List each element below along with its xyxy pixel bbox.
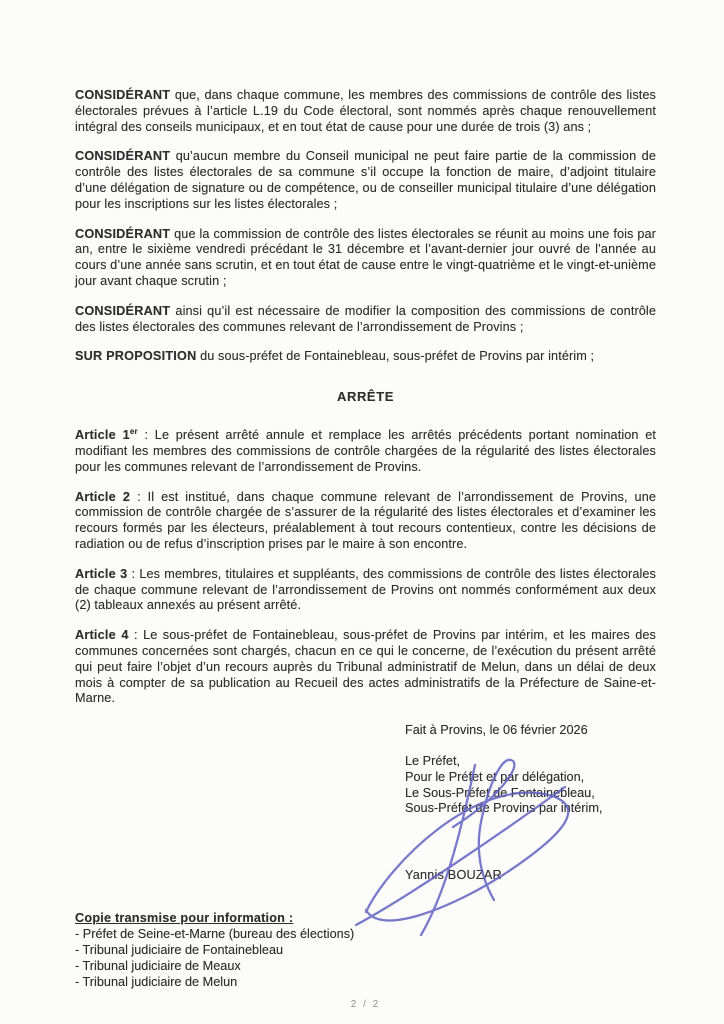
paragraph-sur-proposition: [75, 349, 656, 365]
article-3-lead: Article 3: [75, 566, 128, 581]
copy-distribution-header: Copie transmise pour information :: [75, 910, 294, 925]
copy-distribution: [75, 910, 656, 990]
copy-recipient: - Préfet de Seine-et-Marne (bureau des élections): [75, 926, 355, 941]
article-1-lead: Article 1: [75, 428, 130, 443]
arrete-heading: ARRÊTE: [336, 389, 395, 405]
article-4-text: : Le sous-préfet de Fontainebleau, sous-préfet de Provins par intérim, et les maires des communes concernées sont chargés, chacun en ce qui le concerne, de l’exécution du présent arrêté qui peut faire l’objet d’un recours auprès du Tribunal administratif de Melun, dans un délai de deux mois à compter de sa publication au Recueil des actes administratifs de la Préfecture de Saine-et-Marne.: [75, 628, 656, 706]
article-2-text: : Il est institué, dans chaque commune relevant de l’arrondissement de Provins, une commission de contrôle chargée de s’assurer de la régularité des listes électorales et d’examiner les recours formés par les électeurs, préalablement à tout recours contentieux, contre les décisions de radiation ou de refus d’inscription prises par le maire à son encontre.: [75, 489, 657, 551]
considerant-4-text: ainsi qu’il est nécessaire de modifier la composition des commissions de contrôle des listes électorales des communes relevant de l’arrondissement de Provins ;: [75, 303, 657, 334]
page-number: 2 / 2: [350, 998, 381, 1010]
paragraph-article-2: [75, 490, 656, 553]
sur-proposition-lead: SUR PROPOSITION: [75, 349, 197, 364]
paragraph-article-4: [75, 628, 656, 707]
paragraph-considerant-3: [75, 227, 656, 290]
signature-title-line: Pour le Préfet et par délégation,: [405, 769, 585, 784]
article-1-text: : Le présent arrêté annule et remplace les arrêtés précédents portant nomination et modifiant les membres des commissions de contrôle chargées de la régularité des listes électorales pour les communes relevant de l’arrondissement de Provins.: [75, 428, 657, 474]
article-3-text: : Les membres, titulaires et suppléants, des commissions de contrôle des listes électorales de chaque commune relevant de l’arrondissement de Provins ont nommés conformément aux deux (2) tableaux annexés au présent arrêté.: [75, 566, 657, 613]
paragraph-article-1: [75, 428, 656, 475]
sur-proposition-text: du sous-préfet de Fontainebleau, sous-préfet de Provins par intérim ;: [200, 349, 595, 364]
considerant-4-lead: CONSIDÉRANT: [75, 303, 171, 318]
considerant-2-text: qu’aucun membre du Conseil municipal ne peut faire partie de la commission de contrôle des listes électorales de sa commune s’il occupe la fonction de maire, d’adjoint titulaire d’une délégation de signature ou de compétence, ou de conseiller municipal titulaire d’une délégation pour les inscriptions sur les listes électorales ;: [75, 149, 656, 211]
considerant-1-text: que, dans chaque commune, les membres des commissions de contrôle des listes électorales prévues à l’article L.19 du Code électoral, sont nommés après chaque renouvellement intégral des conseils municipaux, et en tout état de cause pour une durée de trois (3) ans ;: [75, 88, 656, 134]
signature-title-line: Sous-Préfet de Provins par intérim,: [405, 801, 603, 816]
copy-recipient: - Tribunal judiciaire de Fontainebleau: [75, 942, 284, 957]
document-content: [75, 88, 656, 1010]
considerant-3-lead: CONSIDÉRANT: [75, 226, 171, 241]
signature-title-line: Le Préfet,: [405, 753, 461, 768]
paragraph-considerant-1: [75, 88, 656, 135]
signature-block: [75, 754, 656, 887]
copy-recipient: - Tribunal judiciaire de Meaux: [75, 958, 241, 973]
article-4-lead: Article 4: [75, 628, 129, 643]
paragraph-considerant-4: [75, 304, 656, 336]
signature-title-line: Le Sous-Préfet de Fontainebleau,: [405, 785, 595, 800]
considerant-3-text: que la commission de contrôle des listes électorales se réunit au moins une fois par an, entre le sixième vendredi précédant le 31 décembre et l’avant-dernier jour ouvré de l’année au cours d’une année sans scrutin, et en tout état de cause entre le vingt-quatrième et le vingt-et-unième jour avant chaque scrutin ;: [75, 226, 656, 288]
considerant-1-lead: CONSIDÉRANT: [75, 88, 171, 102]
dateline: Fait à Provins, le 06 février 2026: [405, 723, 588, 738]
paragraph-article-3: [75, 567, 656, 614]
signatory-name: Yannis BOUZAR: [405, 868, 502, 883]
article-1-superscript: er: [129, 426, 138, 436]
article-2-lead: Article 2: [75, 489, 131, 504]
considerant-2-lead: CONSIDÉRANT: [75, 149, 171, 164]
paragraph-considerant-2: [75, 149, 656, 212]
signature-titles: [405, 754, 656, 817]
copy-recipient: - Tribunal judiciaire de Melun: [75, 974, 238, 989]
